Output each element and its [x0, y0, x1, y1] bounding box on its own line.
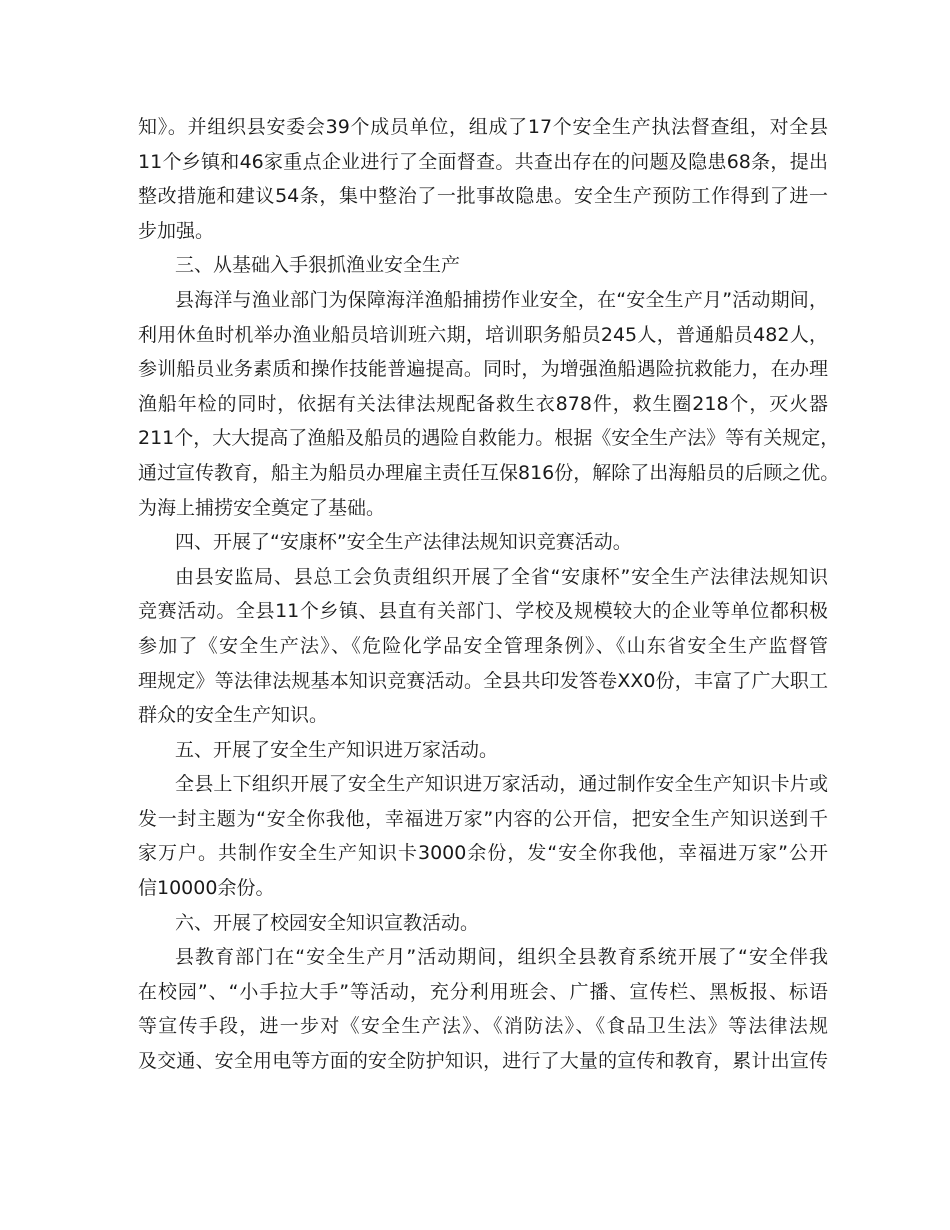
text-line: 知》。并组织县安委会39个成员单位，组成了17个安全生产执法督查组，对全县 [138, 116, 828, 138]
text-line: 211个，大大提高了渔船及船员的遇险自救能力。根据《安全生产法》等有关规定， [138, 427, 840, 450]
text-line: 在校园”、“小手拉大手”等活动，充分利用班会、广播、宣传栏、黑板报、标语 [138, 980, 828, 1003]
text-line: 六、开展了校园安全知识宣教活动。 [175, 911, 480, 934]
text-line: 群众的安全生产知识。 [138, 704, 329, 727]
text-line: 五、开展了安全生产知识进万家活动。 [175, 738, 499, 761]
text-line: 理规定》等法律法规基本知识竞赛活动。全县共印发答卷XX0份，丰富了广大职工 [138, 669, 828, 692]
text-line: 参训船员业务素质和操作技能普遍提高。同时，为增强渔船遇险抗救能力，在办理 [138, 358, 828, 381]
text-line: 三、从基础入手狠抓渔业安全生产 [175, 254, 461, 277]
text-line: 全县上下组织开展了安全生产知识进万家活动，通过制作安全生产知识卡片或 [175, 773, 828, 796]
text-line: 家万户。共制作安全生产知识卡3000余份，发“安全你我他，幸福进万家”公开 [138, 842, 828, 865]
document-body [138, 110, 840, 1079]
text-line: 县海洋与渔业部门为保障海洋渔船捕捞作业安全，在“安全生产月”活动期间， [175, 288, 828, 311]
text-line: 步加强。 [138, 219, 215, 242]
text-line: 整改措施和建议54条，集中整治了一批事故隐患。安全生产预防工作得到了进一 [138, 185, 828, 208]
text-line: 县教育部门在“安全生产月”活动期间，组织全县教育系统开展了“安全伴我 [175, 946, 828, 969]
text-line: 为海上捕捞安全奠定了基础。 [138, 496, 386, 519]
text-line: 11个乡镇和46家重点企业进行了全面督查。共查出存在的问题及隐患68条，提出 [138, 150, 828, 173]
text-line: 利用休鱼时机举办渔业船员培训班六期，培训职务船员245人，普通船员482人， [138, 323, 828, 346]
text-line: 及交通、安全用电等方面的安全防护知识，进行了大量的宣传和教育，累计出宣传 [138, 1050, 828, 1073]
text-line: 通过宣传教育，船主为船员办理雇主责任互保816份，解除了出海船员的后顾之优。 [138, 461, 840, 484]
text-line: 渔船年检的同时，依据有关法律法规配备救生衣878件，救生圈218个，灭火器 [138, 392, 828, 415]
text-line: 发一封主题为“安全你我他，幸福进万家”内容的公开信，把安全生产知识送到千 [138, 807, 828, 830]
text-line: 四、开展了“安康杯”安全生产法律法规知识竞赛活动。 [175, 531, 632, 554]
text-line: 竞赛活动。全县11个乡镇、县直有关部门、学校及规模较大的企业等单位都积极 [138, 600, 828, 623]
text-line: 由县安监局、县总工会负责组织开展了全省“安康杯”安全生产法律法规知识 [175, 565, 828, 588]
text-line: 信10000余份。 [138, 877, 275, 900]
text-line: 等宣传手段，进一步对《安全生产法》、《消防法》、《食品卫生法》等法律法规 [138, 1015, 828, 1038]
text-line: 参加了《安全生产法》、《危险化学品安全管理条例》、《山东省安全生产监督管 [138, 634, 828, 657]
